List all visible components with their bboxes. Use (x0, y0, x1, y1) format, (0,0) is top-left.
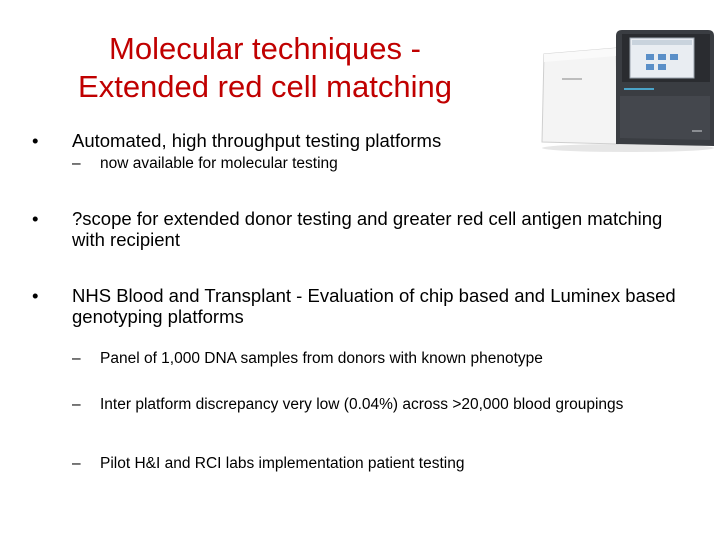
sequencing-instrument-icon (536, 26, 714, 154)
bullet-item (32, 208, 672, 250)
sub-bullet-item (72, 155, 592, 173)
sub-bullet-marker: – (72, 396, 81, 413)
sub-bullet-item (72, 396, 632, 414)
slide-title (30, 30, 500, 106)
sub-bullet-marker: – (72, 455, 81, 472)
sub-bullet-item (72, 455, 672, 473)
bullet-marker: • (32, 208, 39, 229)
title-line-2: Extended red cell matching (78, 69, 452, 104)
sub-bullet-marker: – (72, 155, 81, 172)
title-line-1: Molecular techniques - (109, 31, 421, 66)
sub-bullet-text: Inter platform discrepancy very low (0.04%) across >20,000 blood groupings (100, 396, 624, 413)
bullet-text: ?scope for extended donor testing and greater red cell antigen matching with recipient (72, 208, 663, 250)
sub-bullet-text: Pilot H&I and RCI labs implementation patient testing (100, 455, 465, 472)
bullet-text: Automated, high throughput testing platforms (72, 130, 442, 151)
bullet-item (32, 285, 692, 327)
sub-bullet-text: now available for molecular testing (100, 155, 338, 172)
bullet-marker: • (32, 130, 39, 151)
bullet-text: NHS Blood and Transplant - Evaluation of chip based and Luminex based genotyping platforms (72, 285, 676, 327)
bullet-marker: • (32, 285, 39, 306)
sub-bullet-text: Panel of 1,000 DNA samples from donors with known phenotype (100, 350, 543, 367)
sub-bullet-item (72, 350, 672, 368)
bullet-item (32, 130, 502, 151)
sub-bullet-marker: – (72, 350, 81, 367)
